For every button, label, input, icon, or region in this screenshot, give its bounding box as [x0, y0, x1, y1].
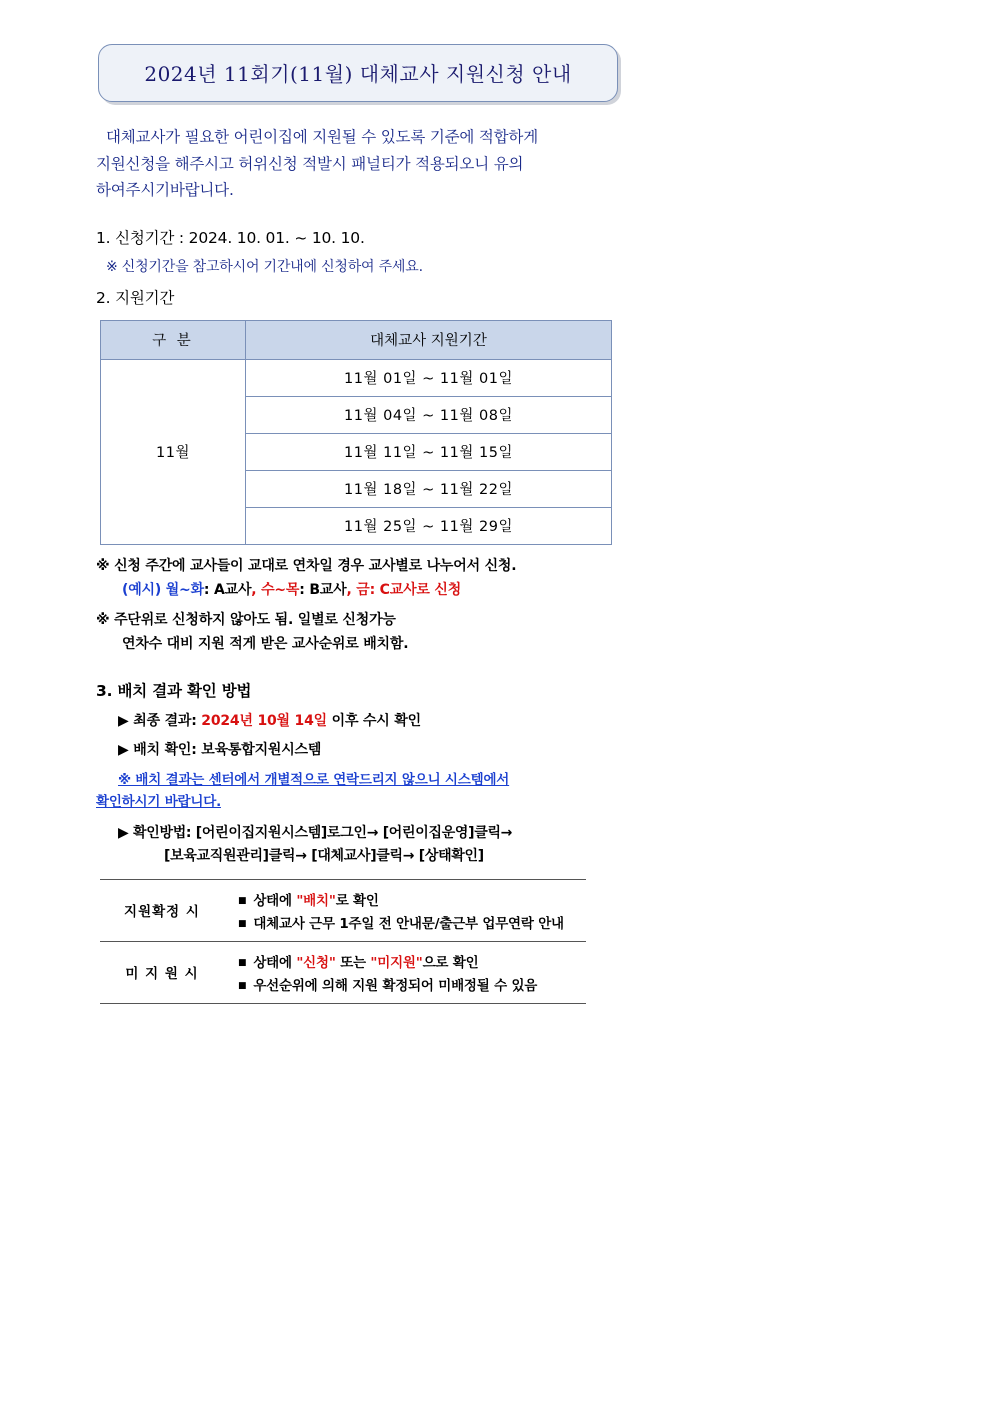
table-cell-month: 11월	[101, 359, 246, 544]
row-label-unsupported: 미 지 원 시	[100, 941, 224, 1003]
example-b-rest: : B교사	[299, 581, 347, 598]
page-title: 2024년 11회기(11월) 대체교사 지원신청 안내	[144, 62, 572, 86]
section-1-heading: 1. 신청기간 : 2024. 10. 01. ~ 10. 10.	[96, 228, 365, 247]
intro-line-3: 하여주시기바랍니다.	[96, 181, 234, 200]
row-items-unsupported	[224, 941, 586, 1003]
placement-notice-text-2: 확인하시기 바랍니다.	[96, 793, 221, 810]
unsupported-item1-post: 으로 확인	[422, 954, 479, 971]
table-cell-range: 11월 18일 ~ 11월 22일	[246, 470, 612, 507]
placement-notice-text-1: ※ 배치 결과는 센터에서 개별적으로 연락드리지 않으니 시스템에서	[118, 771, 510, 788]
final-result-label: ▶ 최종 결과:	[118, 712, 202, 729]
title-container	[98, 44, 618, 102]
list-item	[238, 951, 578, 971]
title-box	[98, 44, 618, 102]
placement-check-line: ▶ 배치 확인: 보육통합지원시스템	[118, 741, 322, 758]
section-1-note: ※ 신청기간을 참고하시어 기간내에 신청하여 주세요.	[106, 258, 423, 275]
unsupported-item1-status1: "신청"	[296, 954, 336, 971]
table-cell-range: 11월 04일 ~ 11월 08일	[246, 396, 612, 433]
unsupported-item1-mid: 또는	[335, 954, 371, 971]
example-a-rest: : A교사	[203, 581, 252, 598]
intro-line-2: 지원신청을 해주시고 허위신청 적발시 패널티가 적용되오니 유의	[96, 154, 524, 173]
unsupported-item1-pre: 상태에	[253, 954, 297, 971]
list-item	[238, 889, 578, 909]
document-content	[96, 44, 896, 1004]
section-2-note-1: ※ 신청 주간에 교사들이 교대로 연차일 경우 교사별로 나누어서 신청.	[96, 557, 517, 574]
table-header-division: 구 분	[101, 320, 246, 359]
check-method-line-1: ▶ 확인방법: [어린이집지원시스템]로그인→ [어린이집운영]클릭→	[118, 824, 513, 841]
table-cell-range: 11월 25일 ~ 11월 29일	[246, 507, 612, 544]
final-result-date: 2024년 10월 14일	[201, 712, 327, 729]
check-method-line-2: [보육교직원관리]클릭→ [대체교사]클릭→ [상태확인]	[164, 847, 484, 864]
unsupported-item1-status2: "미지원"	[370, 954, 423, 971]
section-2-note-2: (예시) 월~화: A교사, 수~목: B교사, 금: C교사로 신청	[122, 581, 462, 598]
example-a-days: 월~화	[165, 581, 204, 598]
confirmed-item1-status: "배치"	[296, 892, 336, 909]
intro-line-1: 대체교사가 필요한 어린이집에 지원될 수 있도록 기준에 적합하게	[106, 128, 538, 146]
list-item: ■ 대체교사 근무 1주일 전 안내문/출근부 업무연락 안내	[238, 912, 578, 932]
table-header-row	[101, 320, 612, 359]
table-cell-range: 11월 01일 ~ 11월 01일	[246, 359, 612, 396]
placement-notice-line-1	[118, 768, 896, 788]
section-2-note-4: 연차수 대비 지원 적게 받은 교사순위로 배치함.	[122, 635, 409, 652]
placement-notice-line-2	[96, 790, 896, 810]
result-status-table	[100, 879, 586, 1004]
example-c-rest: : C교사로 신청	[369, 581, 462, 598]
list-item: ■ 우선순위에 의해 지원 확정되어 미배정될 수 있음	[238, 974, 578, 994]
support-period-table	[100, 320, 612, 545]
table-header-period: 대체교사 지원기간	[246, 320, 612, 359]
section-3-heading: 3. 배치 결과 확인 방법	[96, 681, 252, 700]
row-items-confirmed	[224, 879, 586, 941]
check-method-line	[118, 822, 896, 865]
section-2-heading: 2. 지원기간	[96, 288, 175, 307]
confirmed-item1-pre: 상태에	[253, 892, 297, 909]
confirmed-item1-post: 로 확인	[335, 892, 379, 909]
final-result-line	[118, 710, 896, 730]
table-row	[100, 941, 586, 1003]
example-prefix: (예시)	[122, 581, 166, 598]
row-label-confirmed: 지원확정 시	[100, 879, 224, 941]
final-result-rest: 이후 수시 확인	[326, 712, 421, 729]
example-b-days: 수~목	[261, 581, 300, 598]
section-2-note-3: ※ 주단위로 신청하지 않아도 됨. 일별로 신청가능	[96, 611, 396, 628]
example-c-days: 금	[356, 581, 370, 598]
table-row	[100, 879, 586, 941]
intro-paragraph	[96, 124, 616, 204]
table-row	[101, 359, 612, 396]
table-cell-range: 11월 11일 ~ 11월 15일	[246, 433, 612, 470]
